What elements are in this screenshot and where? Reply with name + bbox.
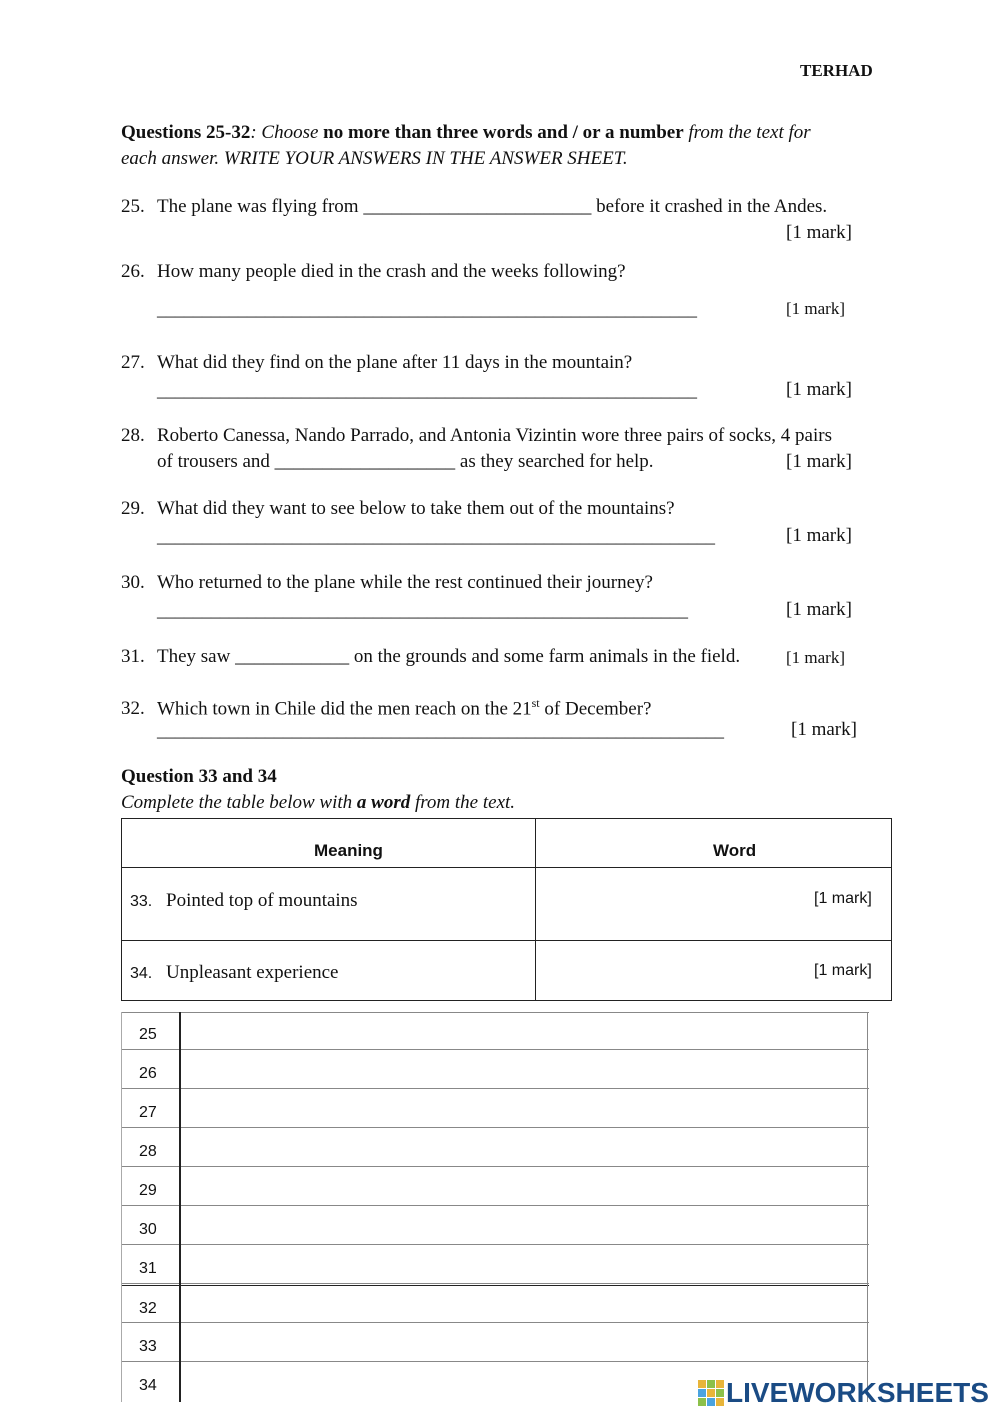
meaning-word-table xyxy=(121,818,892,1001)
answer-row-number: 31 xyxy=(139,1260,157,1277)
answer-cell-34[interactable] xyxy=(536,941,891,1000)
answer-blank: ____________ xyxy=(235,646,350,667)
answer-row-number: 25 xyxy=(139,1026,157,1043)
question-29: 29. What did they want to see below to take them out of the mountains? xyxy=(121,498,675,519)
answer-row-number: 28 xyxy=(139,1143,157,1160)
header-word: Word xyxy=(713,841,757,860)
answer-row[interactable] xyxy=(121,1246,869,1284)
answer-blank: ____________________________________________________________ xyxy=(157,299,697,319)
section-title: Question 33 and 34 xyxy=(121,766,277,787)
mark-label: [1 mark] xyxy=(786,648,846,667)
answer-row[interactable] xyxy=(121,1090,869,1128)
answer-row[interactable] xyxy=(121,1285,869,1323)
mark-label: [1 mark] xyxy=(786,379,852,400)
question-25: 25. The plane was flying from ________________________ before it crashed in the Andes. xyxy=(121,196,828,217)
grid-divider xyxy=(179,1012,181,1402)
answer-blank: ______________________________________________________________ xyxy=(157,526,715,546)
question-27: 27. What did they find on the plane after 11 days in the mountain? xyxy=(121,352,633,373)
answer-row[interactable] xyxy=(121,1324,869,1362)
section-instructions: Complete the table below with a word from the text. xyxy=(121,792,516,813)
mark-label: [1 mark] xyxy=(814,890,872,907)
table-row-33: 33. Pointed top of mountains xyxy=(130,890,358,911)
question-31: 31. They saw ____________ on the grounds and some farm animals in the field. xyxy=(121,646,741,667)
answer-row-number: 29 xyxy=(139,1182,157,1199)
answer-row[interactable] xyxy=(121,1207,869,1245)
answer-sheet xyxy=(121,1012,869,1402)
question-26: 26. How many people died in the crash and the weeks following? xyxy=(121,261,626,282)
answer-row-number: 32 xyxy=(139,1300,157,1317)
instructions-line1: Questions 25-32: Choose no more than three words and / or a number from the text for xyxy=(121,122,811,143)
mark-label: [1 mark] xyxy=(786,222,852,243)
answer-row-number: 26 xyxy=(139,1065,157,1082)
answer-row[interactable] xyxy=(121,1129,869,1167)
instructions-emphasis: no more than three words and / or a number xyxy=(323,122,684,143)
classification-label: TERHAD xyxy=(800,61,873,80)
logo-text: LIVEWORKSHEETS xyxy=(726,1377,989,1408)
question-28-line2: of trousers and ___________________ as they searched for help. xyxy=(157,451,654,472)
mark-label: [1 mark] xyxy=(786,525,852,546)
answer-row[interactable] xyxy=(121,1012,869,1050)
answer-row-number: 34 xyxy=(139,1377,157,1394)
answer-cell-33[interactable] xyxy=(536,868,891,940)
mark-label: [1 mark] xyxy=(786,599,852,620)
answer-row-number: 33 xyxy=(139,1338,157,1355)
answer-row[interactable] xyxy=(121,1168,869,1206)
table-row-34: 34. Unpleasant experience xyxy=(130,962,339,983)
answer-blank: ____________________________________________________________ xyxy=(157,380,697,400)
answer-blank: _______________________________________________________________ xyxy=(157,720,724,740)
answer-row[interactable] xyxy=(121,1051,869,1089)
header-meaning: Meaning xyxy=(314,841,383,860)
question-28: 28. Roberto Canessa, Nando Parrado, and Antonia Vizintin wore three pairs of socks, 4 pairs xyxy=(121,425,832,446)
mark-label: [1 mark] xyxy=(791,719,857,740)
answer-row-number: 27 xyxy=(139,1104,157,1121)
liveworksheets-logo xyxy=(698,1378,989,1408)
instructions-line2: each answer. WRITE YOUR ANSWERS IN THE ANSWER SHEET. xyxy=(121,148,628,169)
instructions-range: Questions 25-32 xyxy=(121,122,251,143)
answer-blank: ________________________ xyxy=(363,196,592,217)
mark-label: [1 mark] xyxy=(814,962,872,979)
answer-blank: ___________________ xyxy=(274,451,456,472)
mark-label: [1 mark] xyxy=(786,451,852,472)
logo-grid-icon xyxy=(698,1380,724,1406)
question-32: 32. Which town in Chile did the men reach on the 21st of December? xyxy=(121,696,652,720)
mark-label: [1 mark] xyxy=(786,299,846,318)
question-30: 30. Who returned to the plane while the rest continued their journey? xyxy=(121,572,653,593)
answer-blank: ___________________________________________________________ xyxy=(157,600,688,620)
answer-row-number: 30 xyxy=(139,1221,157,1238)
